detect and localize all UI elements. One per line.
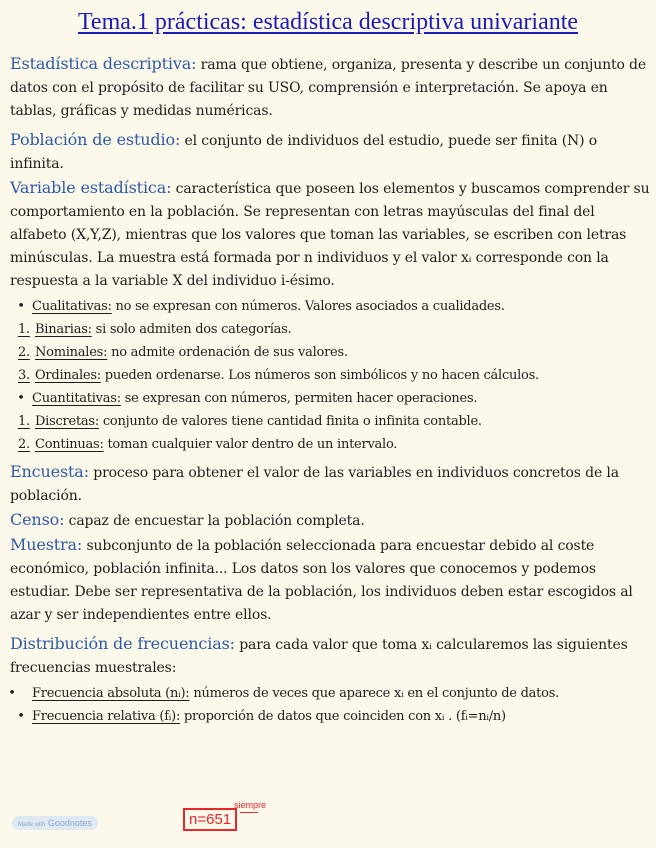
list-item-continuas — [10, 433, 652, 456]
text-frecuencia-relativa: proporción de datos que coinciden con xᵢ . (fᵢ=nᵢ/n) — [180, 709, 506, 724]
page-title: Tema.1 prácticas: estadística descriptiva univariante — [77, 9, 579, 35]
xi-symbol: xᵢ — [421, 637, 432, 653]
list-item-cualitativas — [10, 295, 652, 318]
text-nominales: no admite ordenación de sus valores. — [107, 345, 348, 360]
list-item-cuantitativas — [10, 387, 652, 410]
number-label: 3. — [18, 368, 30, 383]
def-distribucion — [10, 632, 652, 680]
def-distribucion-text-a: para cada valor que toma — [234, 637, 422, 653]
def-estadistica — [10, 52, 652, 123]
term-encuesta: Encuesta: — [10, 462, 89, 481]
def-muestra — [10, 533, 652, 627]
number-label: 2. — [18, 345, 30, 360]
def-poblacion-text: el conjunto de individuos del estudio, puede ser finita (N) o infinita. — [10, 133, 598, 172]
label-binarias: Binarias: — [35, 322, 92, 337]
bullet-icon: • — [8, 686, 16, 701]
label-discretas: Discretas: — [35, 414, 99, 429]
def-variable — [10, 176, 652, 293]
label-ordinales: Ordinales: — [35, 368, 101, 383]
number-label: 2. — [18, 437, 30, 452]
bullet-icon: • — [17, 299, 25, 314]
text-continuas: toman cualquier valor dentro de un intervalo. — [103, 437, 398, 452]
label-cuantitativas: Cuantitativas: — [32, 391, 121, 406]
frequency-list — [10, 682, 652, 728]
list-item-discretas — [10, 410, 652, 433]
variable-types-list — [10, 295, 652, 456]
def-censo — [10, 508, 652, 533]
number-label: 1. — [18, 322, 30, 337]
def-distribucion-text-b: calcularemos las siguientes frecuencias muestrales: — [10, 637, 628, 676]
handwritten-note: siempre — [234, 800, 267, 810]
list-item-nominales — [10, 341, 652, 364]
term-poblacion: Población de estudio: — [10, 130, 181, 149]
def-poblacion — [10, 128, 652, 176]
term-censo: Censo: — [10, 510, 65, 529]
list-item-binarias — [10, 318, 652, 341]
label-frecuencia-relativa: Frecuencia relativa (fᵢ): — [32, 709, 181, 724]
def-variable-text-b: corresponde con la respuesta a la variable X del individuo i-ésimo. — [10, 250, 609, 289]
term-variable: Variable estadística: — [10, 178, 172, 197]
term-muestra: Muestra: — [10, 535, 83, 554]
list-item-ordinales — [10, 364, 652, 387]
handwritten-stamp: n=651 — [183, 808, 237, 831]
def-encuesta — [10, 460, 652, 508]
text-discretas: conjunto de valores tiene cantidad finita o infinita contable. — [98, 414, 482, 429]
def-censo-text: capaz de encuestar la población completa. — [64, 513, 365, 529]
term-estadistica: Estadística descriptiva: — [10, 54, 197, 73]
def-encuesta-text: proceso para obtener el valor de las variables en individuos concretos de la población. — [10, 465, 619, 504]
xi-symbol: xᵢ — [460, 250, 472, 266]
bullet-icon: • — [17, 391, 25, 406]
text-cuantitativas: se expresan con números, permiten hacer operaciones. — [120, 391, 478, 406]
label-continuas: Continuas: — [35, 437, 104, 452]
term-distribucion: Distribución de frecuencias: — [10, 634, 235, 653]
notes-body — [10, 52, 652, 732]
label-frecuencia-absoluta: Frecuencia absoluta (nᵢ): — [32, 686, 190, 701]
number-label: 1. — [18, 414, 30, 429]
text-frecuencia-absoluta: números de veces que aparece xᵢ en el conjunto de datos. — [189, 686, 560, 701]
label-nominales: Nominales: — [35, 345, 108, 360]
def-estadistica-text: rama que obtiene, organiza, presenta y describe un conjunto de datos con el propósito de facilitar su USO, comprensión e interpretación. Se apoya en tablas, gráficas y medidas numéricas. — [10, 57, 646, 119]
badge-small-text: Made with — [18, 822, 46, 828]
text-cualitativas: no se expresan con números. Valores asociados a cualidades. — [111, 299, 505, 314]
list-item-frecuencia-absoluta — [10, 682, 652, 705]
text-binarias: si solo admiten dos categorías. — [91, 322, 292, 337]
def-variable-text-a: característica que poseen los elementos y buscamos comprender su comportamiento en la población. Se representan con letras mayúsculas del final del alfabeto (X,Y,Z), mientras que los valores que toman las variables, se escriben con letras minúsculas. La muestra está formada por n individuos y el valor — [10, 181, 650, 266]
text-ordinales: pueden ordenarse. Los números son simbólicos y no hacen cálculos. — [100, 368, 539, 383]
arrow-icon — [240, 812, 258, 813]
badge-brand-text: Goodnotes — [47, 818, 92, 828]
bullet-icon: • — [17, 709, 25, 724]
label-cualitativas: Cualitativas: — [32, 299, 112, 314]
goodnotes-badge — [12, 816, 98, 830]
list-item-frecuencia-relativa — [10, 705, 652, 728]
def-muestra-text: subconjunto de la población seleccionada para encuestar debido al coste económico, población infinita... Los datos son los valores que conocemos y podemos estudiar. Debe ser representativa de la población, los individuos deben estar escogidos al azar y ser independientes entre ellos. — [10, 538, 633, 623]
